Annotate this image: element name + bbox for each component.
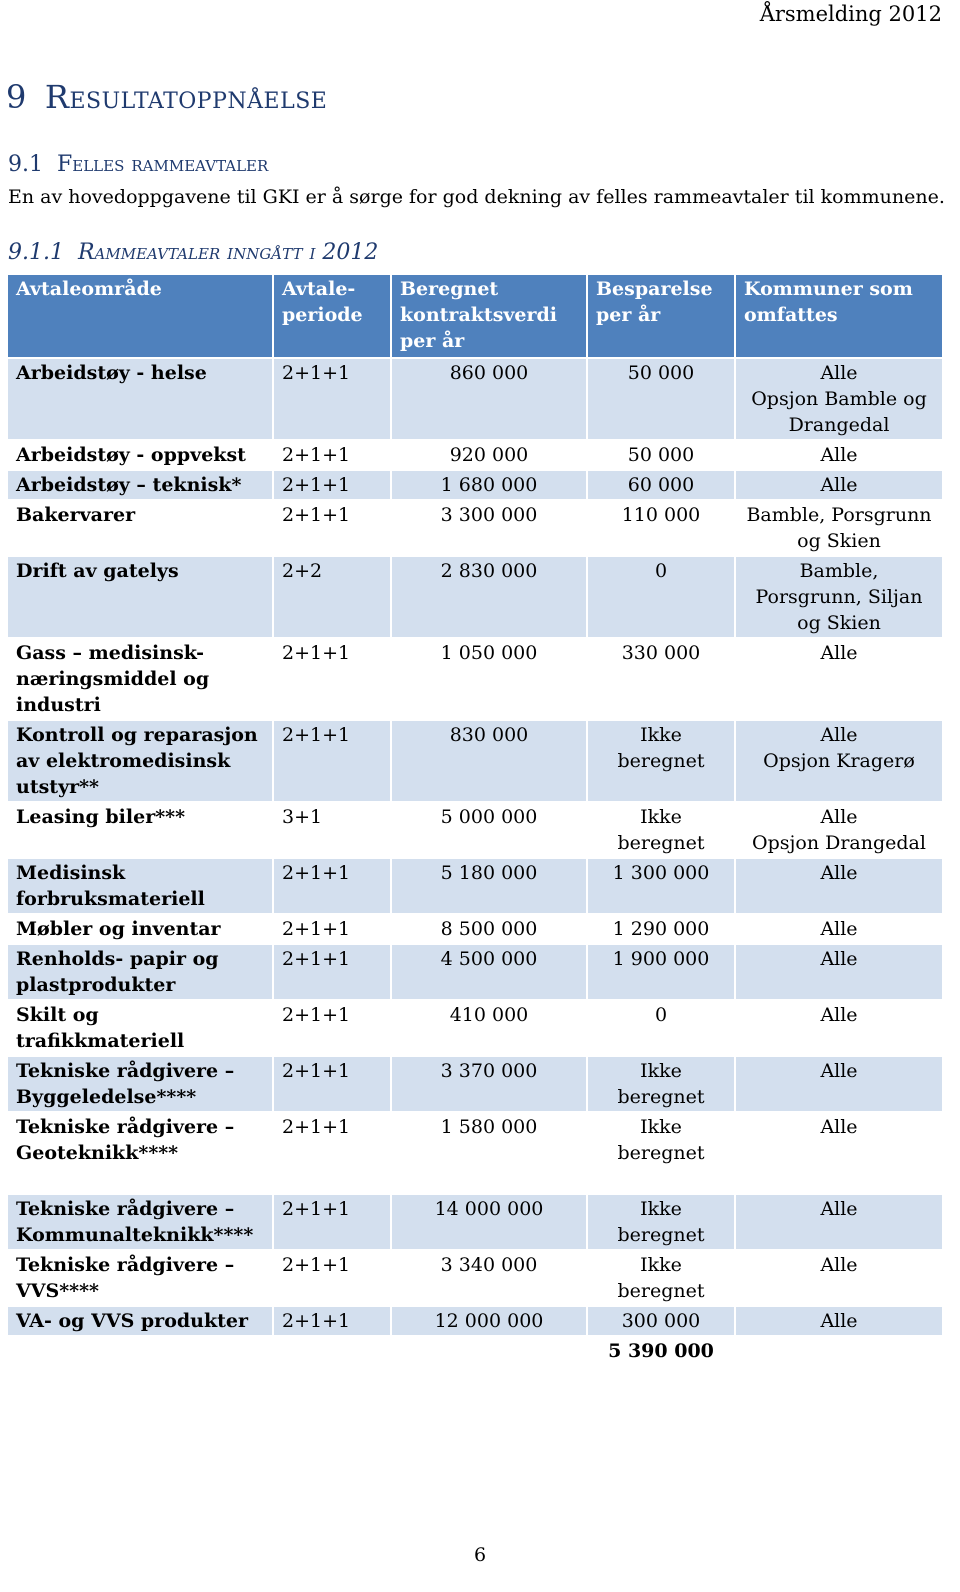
cell-area: Kontroll og reparasjon av elektromedisinsk utstyr** xyxy=(7,720,273,802)
cell-value: 12 000 000 xyxy=(391,1306,587,1336)
cell-saving: 60 000 xyxy=(587,470,735,500)
subsubsection-heading xyxy=(8,240,378,265)
spacer-cell xyxy=(735,1168,943,1194)
cell-period: 2+1+1 xyxy=(273,1112,391,1168)
cell-period: 2+1+1 xyxy=(273,914,391,944)
spacer-cell xyxy=(391,1168,587,1194)
cell-municipalities: Alle xyxy=(735,1194,943,1250)
table-total-row xyxy=(7,1336,943,1366)
cell-area: Medisinsk forbruksmateriell xyxy=(7,858,273,914)
subsection-heading xyxy=(8,152,268,177)
cell-period: 2+1+1 xyxy=(273,470,391,500)
cell-municipalities: Alle Opsjon Drangedal xyxy=(735,802,943,858)
cell-municipalities: Bamble, Porsgrunn, Siljan og Skien xyxy=(735,556,943,638)
cell-value: 5 180 000 xyxy=(391,858,587,914)
table-header-row xyxy=(7,274,943,358)
cell-municipalities: Alle xyxy=(735,470,943,500)
cell-saving: Ikke beregnet xyxy=(587,802,735,858)
cell-area: Leasing biler*** xyxy=(7,802,273,858)
cell-area: Møbler og inventar xyxy=(7,914,273,944)
table-row xyxy=(7,500,943,556)
cell-municipalities: Alle xyxy=(735,1000,943,1056)
cell-saving: Ikke beregnet xyxy=(587,1250,735,1306)
cell-municipalities: Alle Opsjon Kragerø xyxy=(735,720,943,802)
subsection-number: 9.1 xyxy=(8,152,43,177)
cell-saving: 110 000 xyxy=(587,500,735,556)
cell-value: 1 680 000 xyxy=(391,470,587,500)
cell-municipalities: Alle xyxy=(735,944,943,1000)
cell-saving: 1 300 000 xyxy=(587,858,735,914)
cell-municipalities: Alle xyxy=(735,858,943,914)
table-row xyxy=(7,1306,943,1336)
cell-municipalities: Bamble, Porsgrunn og Skien xyxy=(735,500,943,556)
agreements-table xyxy=(6,273,944,1367)
section-heading xyxy=(6,78,327,116)
header-value: Beregnet kontraktsverdi per år xyxy=(391,274,587,358)
cell-area: Gass – medisinsk-næringsmiddel og industri xyxy=(7,638,273,720)
cell-value: 5 000 000 xyxy=(391,802,587,858)
spacer-cell xyxy=(587,1168,735,1194)
cell-period: 2+1+1 xyxy=(273,720,391,802)
cell-value: 3 370 000 xyxy=(391,1056,587,1112)
cell-area: Arbeidstøy – teknisk* xyxy=(7,470,273,500)
total-empty-cell xyxy=(735,1336,943,1366)
cell-period: 2+1+1 xyxy=(273,1306,391,1336)
cell-municipalities: Alle xyxy=(735,638,943,720)
table-row xyxy=(7,944,943,1000)
header-municipalities: Kommuner som omfattes xyxy=(735,274,943,358)
header-period: Avtale-periode xyxy=(273,274,391,358)
cell-period: 2+1+1 xyxy=(273,358,391,440)
cell-saving: 1 290 000 xyxy=(587,914,735,944)
cell-saving: 50 000 xyxy=(587,440,735,470)
cell-area: Arbeidstøy - helse xyxy=(7,358,273,440)
cell-value: 4 500 000 xyxy=(391,944,587,1000)
table-row xyxy=(7,914,943,944)
header-area: Avtaleområde xyxy=(7,274,273,358)
cell-period: 2+1+1 xyxy=(273,1250,391,1306)
table-row xyxy=(7,358,943,440)
section-number: 9 xyxy=(6,78,27,116)
cell-saving: Ikke beregnet xyxy=(587,1112,735,1168)
cell-period: 2+1+1 xyxy=(273,1000,391,1056)
cell-area: Bakervarer xyxy=(7,500,273,556)
cell-value: 3 300 000 xyxy=(391,500,587,556)
intro-paragraph: En av hovedoppgavene til GKI er å sørge for god dekning av felles rammeavtaler til kommunene. xyxy=(8,186,945,208)
header-saving: Besparelse per år xyxy=(587,274,735,358)
cell-value: 8 500 000 xyxy=(391,914,587,944)
total-empty-cell xyxy=(391,1336,587,1366)
cell-municipalities: Alle xyxy=(735,914,943,944)
cell-period: 2+1+1 xyxy=(273,1056,391,1112)
cell-period: 2+1+1 xyxy=(273,1194,391,1250)
cell-period: 2+1+1 xyxy=(273,858,391,914)
cell-value: 14 000 000 xyxy=(391,1194,587,1250)
cell-municipalities: Alle xyxy=(735,440,943,470)
cell-saving: 0 xyxy=(587,1000,735,1056)
cell-municipalities: Alle xyxy=(735,1056,943,1112)
cell-area: Tekniske rådgivere – Geoteknikk**** xyxy=(7,1112,273,1168)
subsection-title: Felles rammeavtaler xyxy=(57,152,269,177)
cell-period: 2+1+1 xyxy=(273,638,391,720)
cell-saving: 1 900 000 xyxy=(587,944,735,1000)
cell-value: 920 000 xyxy=(391,440,587,470)
cell-area: Tekniske rådgivere – Kommunalteknikk**** xyxy=(7,1194,273,1250)
table-row xyxy=(7,638,943,720)
cell-area: VA- og VVS produkter xyxy=(7,1306,273,1336)
cell-area: Drift av gatelys xyxy=(7,556,273,638)
cell-area: Skilt og trafikkmateriell xyxy=(7,1000,273,1056)
cell-area: Tekniske rådgivere – Byggeledelse**** xyxy=(7,1056,273,1112)
document-header: Årsmelding 2012 xyxy=(759,2,942,26)
spacer-cell xyxy=(7,1168,273,1194)
cell-saving: 330 000 xyxy=(587,638,735,720)
cell-value: 830 000 xyxy=(391,720,587,802)
table-row xyxy=(7,1194,943,1250)
cell-area: Renholds- papir og plastprodukter xyxy=(7,944,273,1000)
table-row xyxy=(7,1112,943,1168)
table-row xyxy=(7,1250,943,1306)
table-row xyxy=(7,440,943,470)
cell-saving: 50 000 xyxy=(587,358,735,440)
cell-municipalities: Alle Opsjon Bamble og Drangedal xyxy=(735,358,943,440)
table-row xyxy=(7,556,943,638)
cell-period: 3+1 xyxy=(273,802,391,858)
table-row xyxy=(7,470,943,500)
page-number: 6 xyxy=(473,1544,487,1566)
table-row xyxy=(7,802,943,858)
cell-saving: 0 xyxy=(587,556,735,638)
cell-saving: 300 000 xyxy=(587,1306,735,1336)
table-row xyxy=(7,1000,943,1056)
cell-value: 2 830 000 xyxy=(391,556,587,638)
cell-saving: Ikke beregnet xyxy=(587,1194,735,1250)
total-empty-cell xyxy=(273,1336,391,1366)
table-row xyxy=(7,858,943,914)
total-empty-cell xyxy=(7,1336,273,1366)
table-row xyxy=(7,1056,943,1112)
cell-area: Arbeidstøy - oppvekst xyxy=(7,440,273,470)
subsubsection-number: 9.1.1 xyxy=(8,240,64,265)
cell-period: 2+1+1 xyxy=(273,440,391,470)
cell-period: 2+1+1 xyxy=(273,944,391,1000)
cell-period: 2+2 xyxy=(273,556,391,638)
table-spacer-row xyxy=(7,1168,943,1194)
cell-municipalities: Alle xyxy=(735,1306,943,1336)
cell-municipalities: Alle xyxy=(735,1250,943,1306)
cell-area: Tekniske rådgivere – VVS**** xyxy=(7,1250,273,1306)
cell-value: 3 340 000 xyxy=(391,1250,587,1306)
table-row xyxy=(7,720,943,802)
total-saving: 5 390 000 xyxy=(587,1336,735,1366)
cell-saving: Ikke beregnet xyxy=(587,720,735,802)
section-title: Resultatoppnåelse xyxy=(44,78,328,116)
cell-value: 1 580 000 xyxy=(391,1112,587,1168)
cell-value: 860 000 xyxy=(391,358,587,440)
table-body xyxy=(7,358,943,1366)
cell-value: 1 050 000 xyxy=(391,638,587,720)
subsubsection-title: Rammeavtaler inngått i 2012 xyxy=(77,240,379,265)
cell-municipalities: Alle xyxy=(735,1112,943,1168)
spacer-cell xyxy=(273,1168,391,1194)
cell-saving: Ikke beregnet xyxy=(587,1056,735,1112)
cell-value: 410 000 xyxy=(391,1000,587,1056)
cell-period: 2+1+1 xyxy=(273,500,391,556)
